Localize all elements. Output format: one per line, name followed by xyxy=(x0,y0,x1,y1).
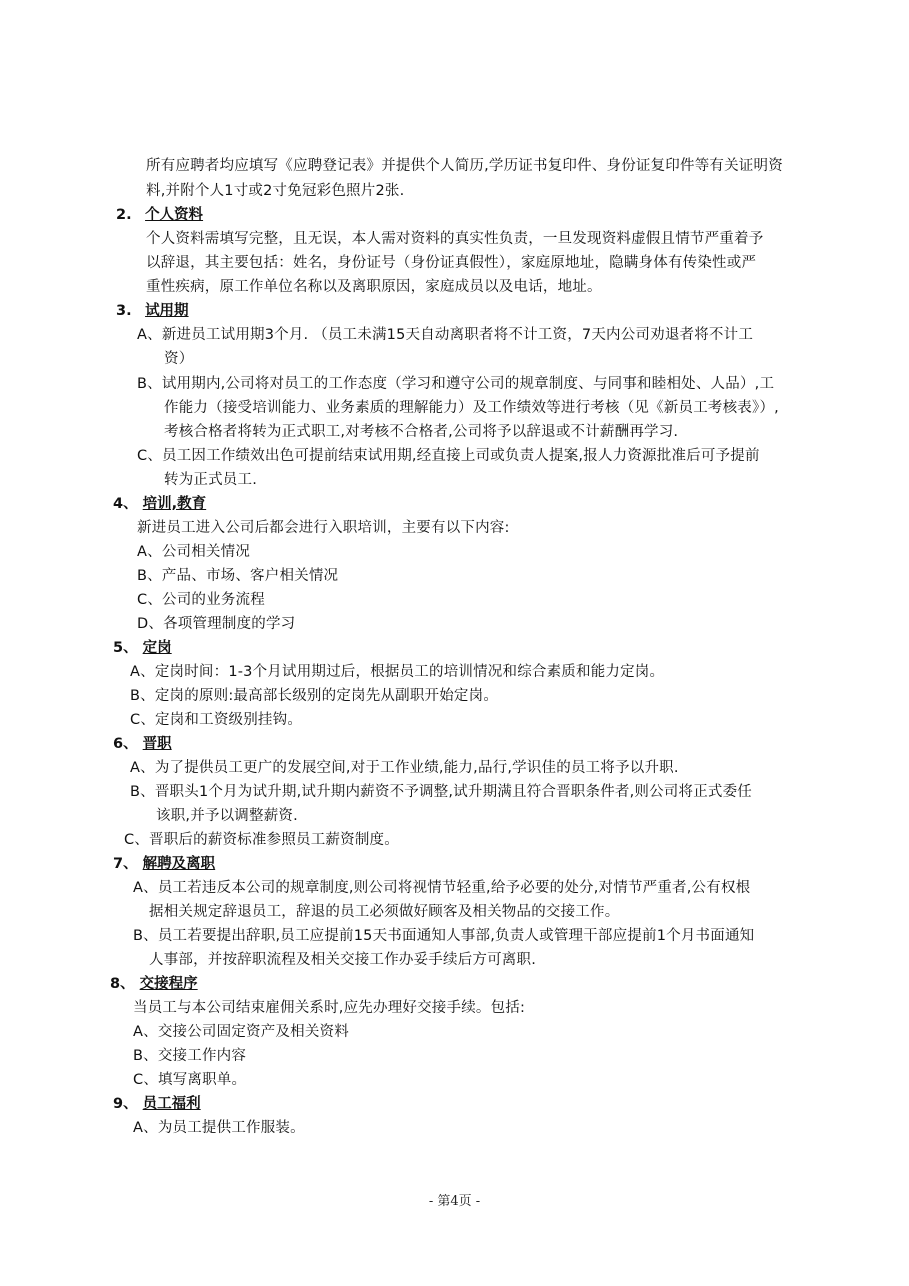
section-2-number: 2. xyxy=(116,207,132,223)
section-5-item-c: C、定岗和工资级别挂钩。 xyxy=(130,712,303,728)
section-3-item-a-line-2: 资） xyxy=(164,351,194,367)
section-4-item-b: B、产品、市场、客户相关情况 xyxy=(137,568,339,584)
section-5-number: 5、 xyxy=(113,640,138,656)
section-4-title: 培训,教育 xyxy=(142,496,207,512)
section-3-item-c-line-1: C、员工因工作绩效出色可提前结束试用期,经直接上司或负责人提案,报人力资源批准后可予提前 xyxy=(137,448,760,464)
intro-line-1: 所有应聘者均应填写《应聘登记表》并提供个人简历,学历证书复印件、身份证复印件等有关证明资 xyxy=(146,158,783,174)
section-8-heading xyxy=(110,974,210,994)
section-7-heading xyxy=(113,854,227,874)
section-3-heading xyxy=(116,301,201,321)
section-5-item-a: A、定岗时间：1-3个月试用期过后，根据员工的培训情况和综合素质和能力定岗。 xyxy=(130,664,665,680)
section-5-title: 定岗 xyxy=(142,640,172,656)
section-6-heading xyxy=(113,734,184,754)
section-6-title: 晋职 xyxy=(142,736,172,752)
section-4-number: 4、 xyxy=(113,496,138,512)
section-9-number: 9、 xyxy=(113,1096,138,1112)
section-2-line-2: 以辞退，其主要包括：姓名，身份证号（身份证真假性），家庭原地址，隐瞒身体有传染性或严 xyxy=(146,255,757,271)
section-7-item-a-line-2: 据相关规定辞退员工，辞退的员工必须做好顾客及相关物品的交接工作。 xyxy=(149,904,620,920)
section-9-title: 员工福利 xyxy=(142,1096,201,1112)
section-2-line-1: 个人资料需填写完整，且无误，本人需对资料的真实性负责，一旦发现资料虚假且情节严重着予 xyxy=(146,231,764,247)
section-4-item-c: C、公司的业务流程 xyxy=(137,592,265,608)
section-3-title: 试用期 xyxy=(145,303,189,319)
section-3-item-b-line-3: 考核合格者将转为正式职工,对考核不合格者,公司将予以辞退或不计薪酬再学习. xyxy=(164,424,679,440)
section-7-item-a-line-1: A、员工若违反本公司的规章制度,则公司将视情节轻重,给予必要的处分,对情节严重者,公有权根 xyxy=(133,880,751,896)
section-7-number: 7、 xyxy=(113,856,138,872)
section-3-item-b-line-2: 作能力（接受培训能力、业务素质的理解能力）及工作绩效等进行考核（见《新员工考核表》）, xyxy=(164,400,779,416)
section-3-item-c-line-2: 转为正式员工. xyxy=(164,472,258,488)
section-6-item-b-line-1: B、晋职头1个月为试升期,试升期内薪资不予调整,试升期满且符合晋职条件者,则公司将正式委任 xyxy=(130,784,752,800)
section-4-intro: 新进员工进入公司后都会进行入职培训，主要有以下内容: xyxy=(137,520,510,536)
section-4-heading xyxy=(113,494,218,514)
section-6-number: 6、 xyxy=(113,736,138,752)
section-8-title: 交接程序 xyxy=(139,976,198,992)
section-7-item-b-line-2: 人事部，并按辞职流程及相关交接工作办妥手续后方可离职. xyxy=(149,952,537,968)
section-6-item-c: C、晋职后的薪资标准参照员工薪资制度。 xyxy=(124,832,399,848)
section-8-item-c: C、填写离职单。 xyxy=(133,1072,247,1088)
section-7-title: 解聘及离职 xyxy=(142,856,216,872)
section-3-item-b-line-1: B、试用期内,公司将对员工的工作态度（学习和遵守公司的规章制度、与同事和睦相处、人品）,工 xyxy=(137,376,775,392)
section-2-heading xyxy=(116,205,215,225)
section-8-item-a: A、交接公司固定资产及相关资料 xyxy=(133,1024,349,1040)
section-7-item-b-line-1: B、员工若要提出辞职,员工应提前15天书面通知人事部,负责人或管理干部应提前1个月书面通知 xyxy=(133,928,755,944)
section-3-item-a-line-1: A、新进员工试用期3个月. （员工未满15天自动离职者将不计工资，7天内公司劝退者将不计工 xyxy=(137,327,754,343)
section-5-heading xyxy=(113,638,184,658)
section-4-item-d: D、各项管理制度的学习 xyxy=(137,616,296,632)
page-number-footer: - 第4页 - xyxy=(428,1194,481,1209)
section-2-title: 个人资料 xyxy=(145,207,204,223)
intro-line-2: 料,并附个人1寸或2寸免冠彩色照片2张. xyxy=(146,183,405,199)
section-6-item-b-line-2: 该职,并予以调整薪资. xyxy=(156,808,298,824)
section-8-intro: 当员工与本公司结束雇佣关系时,应先办理好交接手续。包括: xyxy=(133,1000,526,1016)
section-3-number: 3. xyxy=(116,303,132,319)
section-9-heading xyxy=(113,1094,213,1114)
section-4-item-a: A、公司相关情况 xyxy=(137,544,251,560)
section-5-item-b: B、定岗的原则:最高部长级别的定岗先从副职开始定岗。 xyxy=(130,688,499,704)
section-6-item-a: A、为了提供员工更广的发展空间,对于工作业绩,能力,品行,学识佳的员工将予以升职. xyxy=(130,760,679,776)
section-8-item-b: B、交接工作内容 xyxy=(133,1048,247,1064)
section-2-line-3: 重性疾病，原工作单位名称以及离职原因，家庭成员以及电话，地址。 xyxy=(146,279,602,295)
section-8-number: 8、 xyxy=(110,976,135,992)
section-9-item-a: A、为员工提供工作服装。 xyxy=(133,1120,305,1136)
